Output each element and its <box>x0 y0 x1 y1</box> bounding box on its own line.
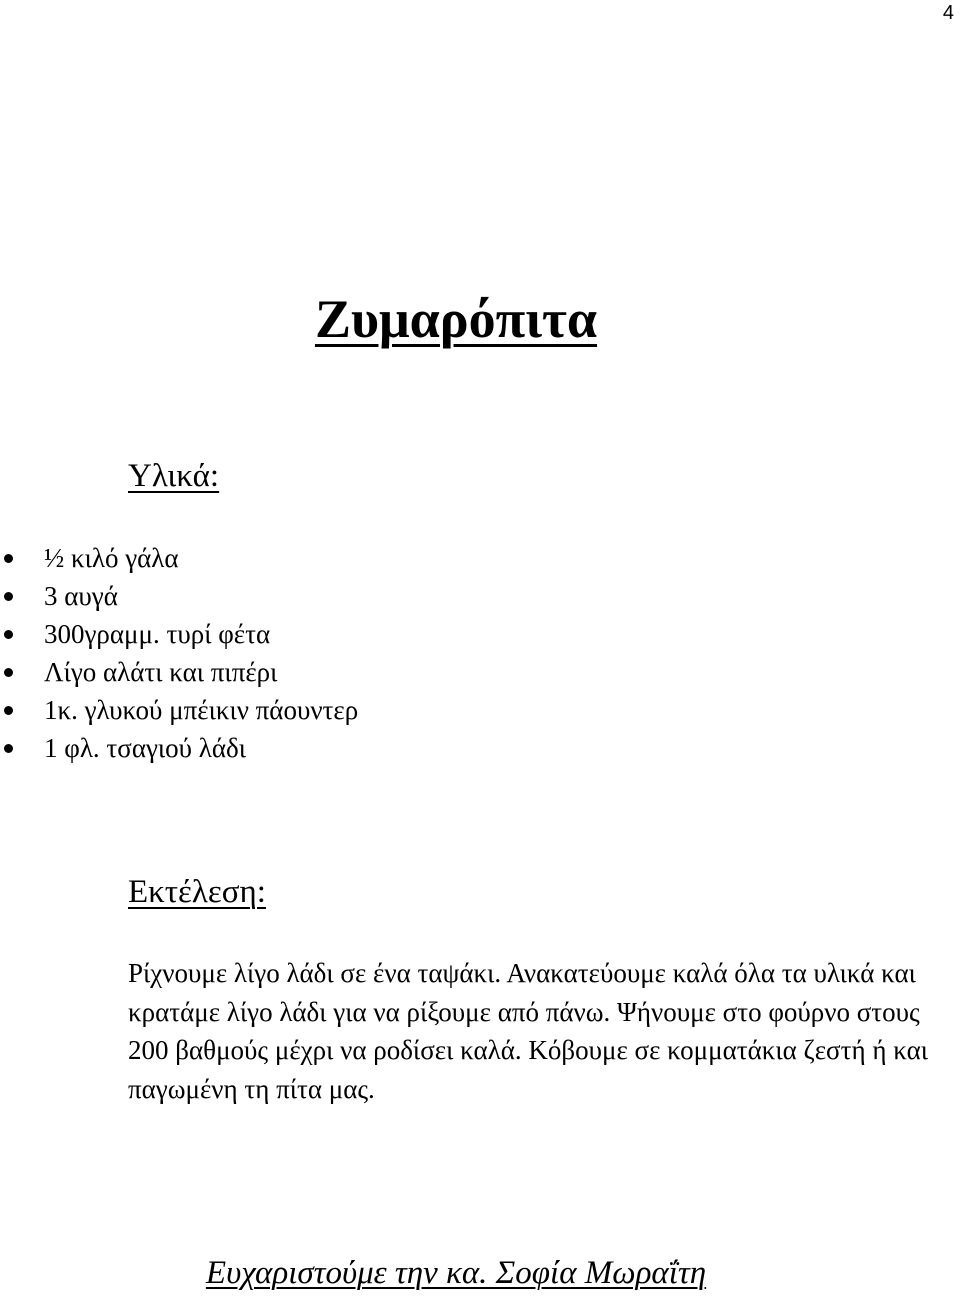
ingredients-list <box>0 539 358 767</box>
ingredient-item <box>0 691 358 729</box>
bullet-icon <box>4 554 13 563</box>
ingredient-text: 3 αυγά <box>44 581 118 611</box>
ingredient-item <box>0 615 358 653</box>
bullet-icon <box>4 706 13 715</box>
method-heading: Εκτέλεση: <box>128 874 266 910</box>
bullet-icon <box>4 744 13 753</box>
ingredient-item <box>0 729 358 767</box>
ingredient-text: ½ κιλό γάλα <box>44 543 179 573</box>
ingredient-item <box>0 539 358 577</box>
method-paragraph: Ρίχνουμε λίγο λάδι σε ένα ταψάκι. Ανακατεύουμε καλά όλα τα υλικά και κρατάμε λίγο λάδι για να ρίξουμε από πάνω. Ψήνουμε στο φούρνο στους 200 βαθμούς μέχρι να ροδίσει καλά. Κόβουμε σε κομματάκια ζεστή ή και παγωμένη τη πίτα μας. <box>128 958 928 1104</box>
ingredient-item <box>0 577 358 615</box>
acknowledgement: Ευχαριστούμε την κα. Σοφία Μωραΐτη <box>205 1255 707 1291</box>
ingredient-text: 300γραμμ. τυρί φέτα <box>44 619 271 649</box>
ingredient-text: Λίγο αλάτι και πιπέρι <box>44 657 278 687</box>
ingredient-text: 1 φλ. τσαγιού λάδι <box>44 733 247 763</box>
bullet-icon <box>4 668 13 677</box>
recipe-title: Ζυμαρόπιτα <box>314 289 598 349</box>
ingredient-item <box>0 653 358 691</box>
page-number: 4 <box>942 2 954 24</box>
ingredients-heading: Υλικά: <box>128 458 220 494</box>
bullet-icon <box>4 592 13 601</box>
bullet-icon <box>4 630 13 639</box>
ingredient-text: 1κ. γλυκού μπέικιν πάουντερ <box>44 695 359 725</box>
